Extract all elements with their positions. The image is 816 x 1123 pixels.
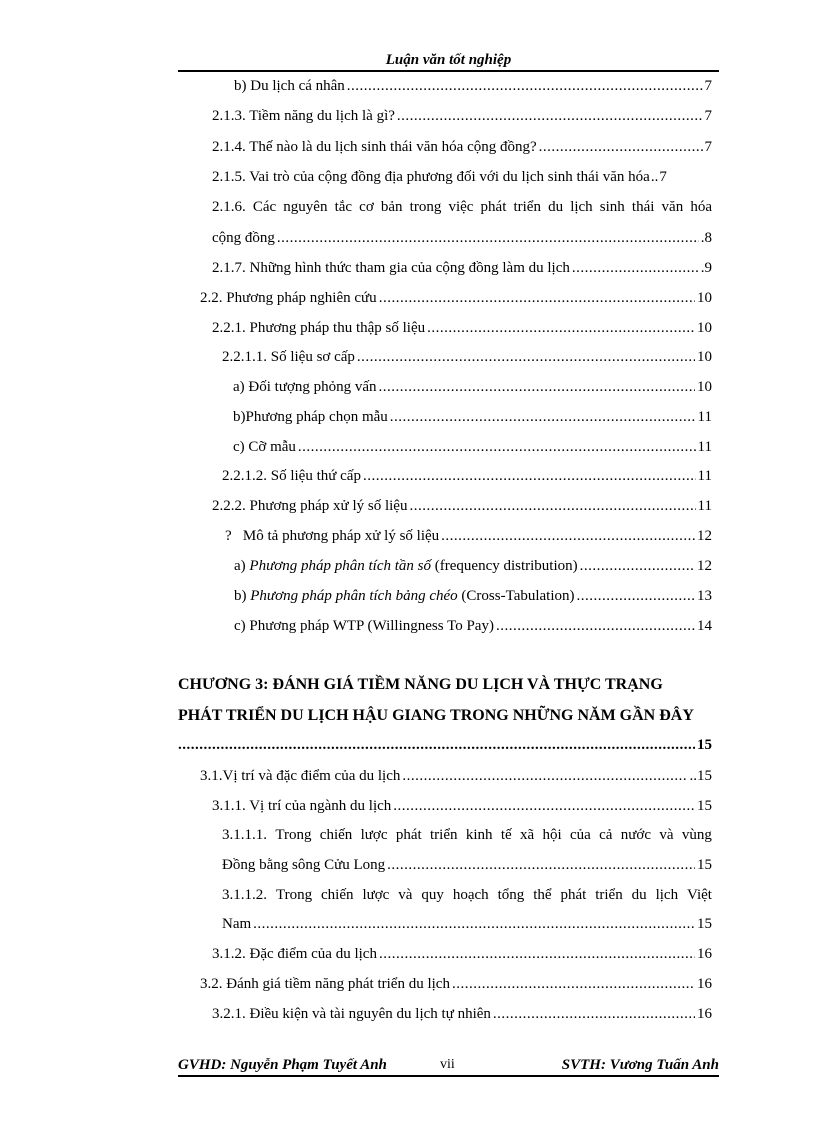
toc-entry-line1[interactable]: 3.1.1.2. Trong chiến lược và quy hoạch tổng thể phát triển du lịch Việt xyxy=(222,887,712,903)
leader-dots xyxy=(496,616,695,636)
toc-entry[interactable] xyxy=(234,616,712,636)
toc-entry-page: 7 xyxy=(704,108,712,124)
toc-entry-page: 15 xyxy=(697,737,712,753)
toc-entry-page: 12 xyxy=(697,558,712,574)
toc-entry-page: 7 xyxy=(704,78,712,94)
toc-entry[interactable] xyxy=(233,407,712,427)
leader-dots xyxy=(493,1004,695,1024)
toc-entry-title: a) Phương pháp phân tích tần số (frequency distribution) xyxy=(234,558,578,574)
toc-entry-page: 11 xyxy=(697,409,712,425)
chapter-heading-line1[interactable]: CHƯƠNG 3: ĐÁNH GIÁ TIỀM NĂNG DU LỊCH VÀ THỰC TRẠNG xyxy=(178,676,663,693)
toc-entry[interactable] xyxy=(212,796,712,816)
leader-dots xyxy=(277,228,699,248)
toc-entry[interactable] xyxy=(212,106,712,126)
leader-dots xyxy=(393,796,695,816)
toc-entry-title: 2.2.1.2. Số liệu thứ cấp xyxy=(222,468,361,484)
leader-dots xyxy=(387,855,695,875)
toc-entry-title: cộng đồng xyxy=(212,230,275,246)
toc-entry-page: 10 xyxy=(697,379,712,395)
toc-entry-title: 3.1.Vị trí và đặc điểm của du lịch xyxy=(200,768,401,784)
toc-entry-title: 2.2.1. Phương pháp thu thập số liệu xyxy=(212,320,426,336)
toc-entry-page: 15 xyxy=(697,857,712,873)
toc-entry[interactable] xyxy=(233,377,712,397)
header-title: Luận văn tốt nghiệp xyxy=(385,52,512,68)
toc-entry-page: 7 xyxy=(659,169,667,185)
leader-dots xyxy=(577,586,695,606)
toc-entry-page: 15 xyxy=(697,916,712,932)
toc-entry[interactable] xyxy=(212,496,712,516)
toc-entry[interactable] xyxy=(212,258,712,278)
footer-advisor: GVHD: Nguyễn Phạm Tuyết Anh xyxy=(178,1057,387,1073)
leader-dots xyxy=(452,974,695,994)
leader-dots xyxy=(580,556,695,576)
toc-entry-title: Nam xyxy=(222,916,252,932)
toc-entry[interactable] xyxy=(212,318,712,338)
toc-entry-title: 2.2. Phương pháp nghiên cứu xyxy=(200,290,377,306)
toc-entry-page: 15 xyxy=(697,798,712,814)
leader-dots xyxy=(379,288,695,308)
toc-entry[interactable] xyxy=(212,1004,712,1024)
toc-entry-title: 3.2. Đánh giá tiềm năng phát triển du lịch xyxy=(200,976,450,992)
leader-dots xyxy=(379,377,695,397)
toc-entry[interactable] xyxy=(200,974,712,994)
leader-dots xyxy=(427,318,695,338)
toc-entry-title: c) Phương pháp WTP (Willingness To Pay) xyxy=(234,618,494,634)
toc-entry-page: 10 xyxy=(697,349,712,365)
toc-entry-page: .9 xyxy=(700,260,712,276)
toc-entry[interactable] xyxy=(234,556,712,576)
leader-dots xyxy=(539,137,703,157)
toc-entry[interactable] xyxy=(212,137,712,157)
toc-entry-title: b) Du lịch cá nhân xyxy=(234,78,345,94)
toc-entry-page: 11 xyxy=(697,439,712,455)
page-footer xyxy=(178,1055,719,1077)
footer-student: SVTH: Vương Tuấn Anh xyxy=(561,1057,719,1073)
toc-entry[interactable] xyxy=(233,437,712,457)
leader-dots xyxy=(357,347,695,367)
toc-entry-page: 16 xyxy=(697,946,712,962)
toc-entry-title: 3.1.2. Đặc điểm của du lịch xyxy=(212,946,377,962)
toc-entry-page: 10 xyxy=(697,320,712,336)
toc-entry-title: a) Đối tượng phỏng vấn xyxy=(233,379,377,395)
leader-dots xyxy=(178,735,695,755)
toc-entry-title: b) Phương pháp phân tích bảng chéo (Cross-Tabulation) xyxy=(234,588,575,604)
toc-entry-page: 11 xyxy=(697,498,712,514)
leader-dots xyxy=(379,944,695,964)
toc-entry[interactable] xyxy=(225,526,712,546)
toc-entry-title: 2.1.3. Tiềm năng du lịch là gì? xyxy=(212,108,395,124)
chapter-heading-leader[interactable] xyxy=(178,735,712,755)
toc-entry-title: 3.1.1. Vị trí của ngành du lịch xyxy=(212,798,392,814)
leader-dots xyxy=(253,914,695,934)
leader-dots xyxy=(347,76,703,96)
toc-entry-page: 13 xyxy=(697,588,712,604)
toc-entry[interactable] xyxy=(200,766,712,786)
toc-entry-title: ? Mô tả phương pháp xử lý số liệu xyxy=(225,528,440,544)
toc-entry[interactable] xyxy=(212,228,712,248)
toc-entry-page: 12 xyxy=(697,528,712,544)
leader-dots xyxy=(390,407,696,427)
toc-entry-title: 2.1.5. Vai trò của cộng đồng địa phương đối với du lịch sinh thái văn hóa xyxy=(212,169,650,185)
leader-dots xyxy=(397,106,703,126)
toc-entry-title: 3.2.1. Điều kiện và tài nguyên du lịch tự nhiên xyxy=(212,1006,491,1022)
toc-entry-title: 2.1.7. Những hình thức tham gia của cộng đồng làm du lịch xyxy=(212,260,570,276)
leader-dots xyxy=(409,496,695,516)
footer-page-number: vii xyxy=(440,1057,455,1072)
toc-entry[interactable] xyxy=(234,586,712,606)
toc-entry[interactable]: 2.1.5. Vai trò của cộng đồng địa phương đối với du lịch sinh thái văn hóa .. 7 xyxy=(212,169,667,185)
toc-entry[interactable] xyxy=(222,914,712,934)
chapter-heading-line2[interactable]: PHÁT TRIỂN DU LỊCH HẬU GIANG TRONG NHỮNG NĂM GẦN ĐÂY xyxy=(178,707,694,724)
toc-entry-line1[interactable]: 2.1.6. Các nguyên tắc cơ bản trong việc phát triển du lịch sinh thái văn hóa xyxy=(212,199,712,215)
toc-entry[interactable] xyxy=(222,466,712,486)
leader-dots xyxy=(298,437,696,457)
toc-entry-page: 16 xyxy=(697,1006,712,1022)
toc-entry-page: .8 xyxy=(700,230,712,246)
toc-entry-title: b)Phương pháp chọn mẫu xyxy=(233,409,388,425)
leader-dots xyxy=(572,258,699,278)
page-header xyxy=(178,50,719,72)
toc-entry[interactable] xyxy=(212,944,712,964)
toc-entry-title: 2.1.4. Thế nào là du lịch sinh thái văn hóa cộng đồng? xyxy=(212,139,537,155)
leader-dots xyxy=(402,766,687,786)
leader-dots xyxy=(363,466,696,486)
toc-entry-title: 2.2.2. Phương pháp xử lý số liệu xyxy=(212,498,408,514)
toc-entry-line1[interactable]: 3.1.1.1. Trong chiến lược phát triển kinh tế xã hội của cả nước và vùng xyxy=(222,827,712,843)
toc-entry-page: 11 xyxy=(697,468,712,484)
toc-entry-title: 2.2.1.1. Số liệu sơ cấp xyxy=(222,349,355,365)
toc-entry-title: Đồng bằng sông Cửu Long xyxy=(222,857,386,873)
toc-entry-page: 10 xyxy=(697,290,712,306)
leader-dots xyxy=(441,526,695,546)
toc-entry[interactable] xyxy=(200,288,712,308)
toc-entry-page: 7 xyxy=(704,139,712,155)
toc-entry[interactable] xyxy=(222,347,712,367)
toc-entry[interactable] xyxy=(222,855,712,875)
toc-entry-page: ..15 xyxy=(689,768,712,784)
toc-entry-page: 14 xyxy=(697,618,712,634)
toc-entry-title: c) Cỡ mẫu xyxy=(233,439,296,455)
toc-entry[interactable] xyxy=(234,76,712,96)
toc-entry-page: 16 xyxy=(697,976,712,992)
